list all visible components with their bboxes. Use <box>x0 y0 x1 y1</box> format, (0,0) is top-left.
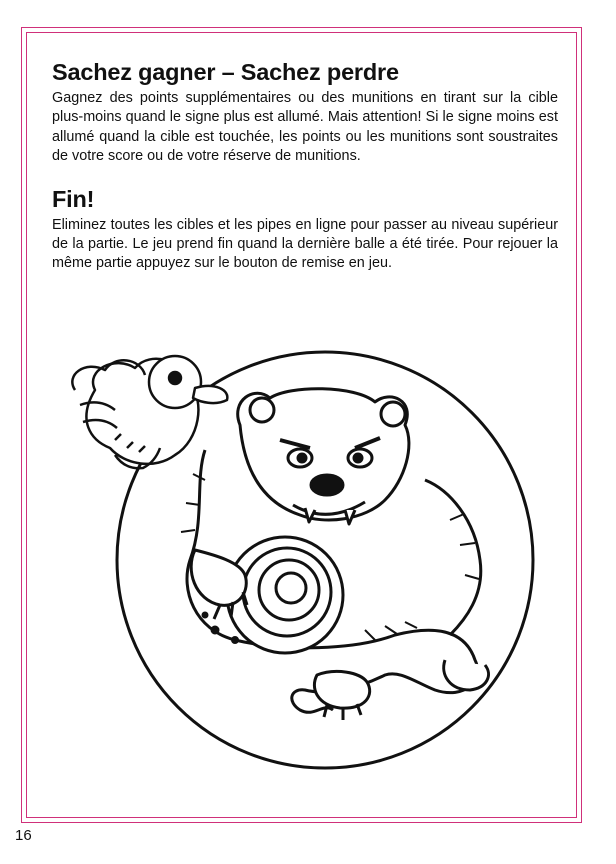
section-title-win-lose: Sachez gagner – Sachez perdre <box>52 59 399 85</box>
bear-icon <box>187 389 481 713</box>
manual-content <box>52 58 558 274</box>
bear-duck-target-illustration <box>55 330 575 770</box>
section-text-end: Eliminez toutes les cibles et les pipes en ligne pour passer au niveau supérieur de la partie. Le jeu prend fin quand la dernière balle a été tirée. Pour rejouer la même partie appuyez sur le bouton de remise en jeu. <box>52 216 558 272</box>
section-text-win-lose: Gagnez des points supplémentaires ou des munitions en tirant sur la cible plus-moins quand le signe plus est allumé. Mais attention! Si le signe moins est allumé quand la cible est touchée, les points ou les munitions sont soustraites de votre score ou de votre réserve de munitions. <box>52 90 558 165</box>
section-title-end: Fin! <box>52 185 95 212</box>
page-number: 16 <box>15 827 32 844</box>
